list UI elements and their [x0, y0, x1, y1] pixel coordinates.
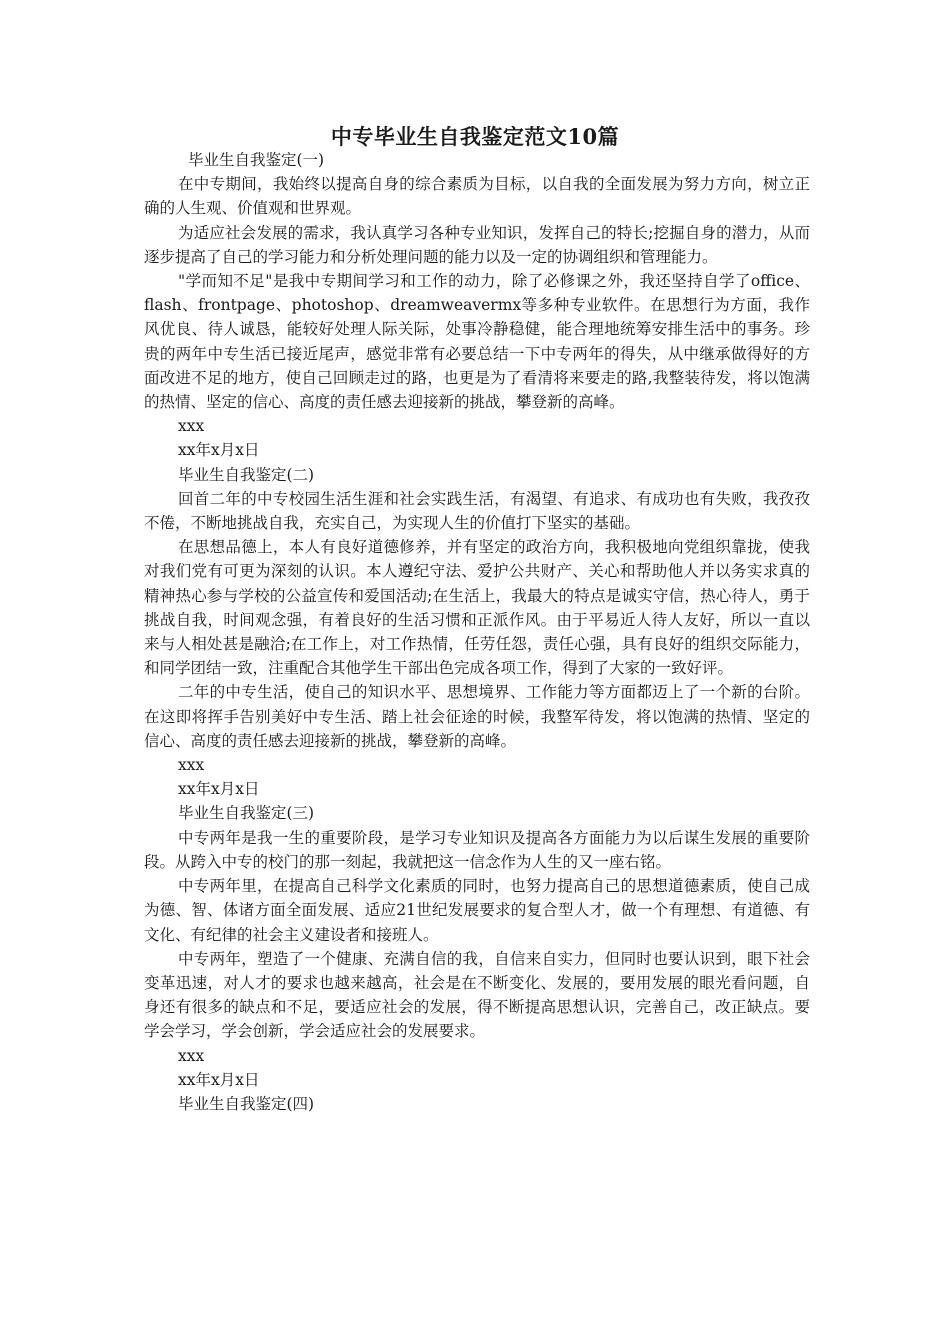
section-heading: 毕业生自我鉴定(四) [178, 1094, 315, 1113]
section-heading: 毕业生自我鉴定(一) [188, 151, 325, 169]
paragraph: 中专两年是我一生的重要阶段，是学习专业知识及提高各方面能力为以后谋生发展的重要阶段。从跨入中专的校门的那一刻起，我就把这一信念作为人生的又一座右铭。 [144, 828, 810, 871]
paragraph: 回首二年的中专校园生活生涯和社会实践生活，有渴望、有追求、有成功也有失败，我孜孜不倦，不断地挑战自我，充实自己，为实现人生的价值打下坚实的基础。 [144, 489, 810, 533]
paragraph: 二年的中专生活，使自己的知识水平、思想境界、工作能力等方面都迈上了一个新的台阶。在这即将挥手告别美好中专生活、踏上社会征途的时候，我整军待发，将以饱满的热情、坚定的信心、高度的责任感去迎接新的挑战，攀登新的高峰。 [144, 683, 810, 750]
signature-name: xxx [178, 417, 205, 436]
signature-name: xxx [178, 756, 205, 775]
signature-date: xx年x月x日 [178, 441, 260, 460]
paragraph: "学而知不足"是我中专期间学习和工作的动力，除了必修课之外，我还坚持自学了office、flash、frontpage、photoshop、dreamweavermx等多种专业软件。在思想行为方面，我作风优良、待人诚恳，能较好处理人际关际，处事冷静稳健，能合理地统筹安排生活中的事务。珍贵的两年中专生活已接近尾声，感觉非常有必要总结一下中专两年的得失，从中继承做得好的方面改进不足的地方，使自己回顾走过的路，也更是为了看清将来要走的路,我整装待发，将以饱满的热情、坚定的信心、高度的责任感去迎接新的挑战，攀登新的高峰。 [144, 272, 810, 412]
section-heading: 毕业生自我鉴定(二) [178, 465, 315, 484]
signature-date: xx年x月x日 [178, 1070, 260, 1089]
signature-date: xx年x月x日 [178, 780, 260, 799]
paragraph: 中专两年，塑造了一个健康、充满自信的我，自信来自实力，但同时也要认识到，眼下社会变革迅速，对人才的要求也越来越高，社会是在不断变化、发展的，要用发展的眼光看问题，自身还有很多的缺点和不足，要适应社会的发展，得不断提高思想认识，完善自己，改正缺点。要学会学习，学会创新，学会适应社会的发展要求。 [144, 949, 810, 1041]
paragraph: 中专两年里，在提高自己科学文化素质的同时，也努力提高自己的思想道德素质，使自己成为德、智、体诸方面全面发展、适应21世纪发展要求的复合型人才，做一个有理想、有道德、有文化、有纪律的社会主义建设者和接班人。 [144, 877, 810, 944]
paragraph: 为适应社会发展的需求，我认真学习各种专业知识，发挥自己的特长;挖掘自身的潜力，从而逐步提高了自己的学习能力和分析处理问题的能力以及一定的协调组织和管理能力。 [144, 223, 810, 266]
signature-name: xxx [178, 1046, 205, 1065]
section-heading: 毕业生自我鉴定(三) [178, 804, 315, 823]
document-body [144, 148, 810, 1116]
paragraph: 在思想品德上，本人有良好道德修养，并有坚定的政治方向，我积极地向党组织靠拢，使我对我们党有可更为深刻的认识。本人遵纪守法、爱护公共财产、关心和帮助他人并以务实求真的精神热心参与学校的公益宣传和爱国活动;在生活上，我最大的特点是诚实守信，热心待人，勇于挑战自我，时间观念强，有着良好的生活习惯和正派作风。由于平易近人待人友好，所以一直以来与人相处甚是融洽;在工作上，对工作热情，任劳任怨，责任心强，具有良好的组织交际能力，和同学团结一致，注重配合其他学生干部出色完成各项工作，得到了大家的一致好评。 [144, 538, 810, 678]
document-title: 中专毕业生自我鉴定范文10篇 [330, 124, 620, 149]
paragraph: 在中专期间，我始终以提高自身的综合素质为目标，以自我的全面发展为努力方向，树立正确的人生观、价值观和世界观。 [144, 175, 810, 218]
